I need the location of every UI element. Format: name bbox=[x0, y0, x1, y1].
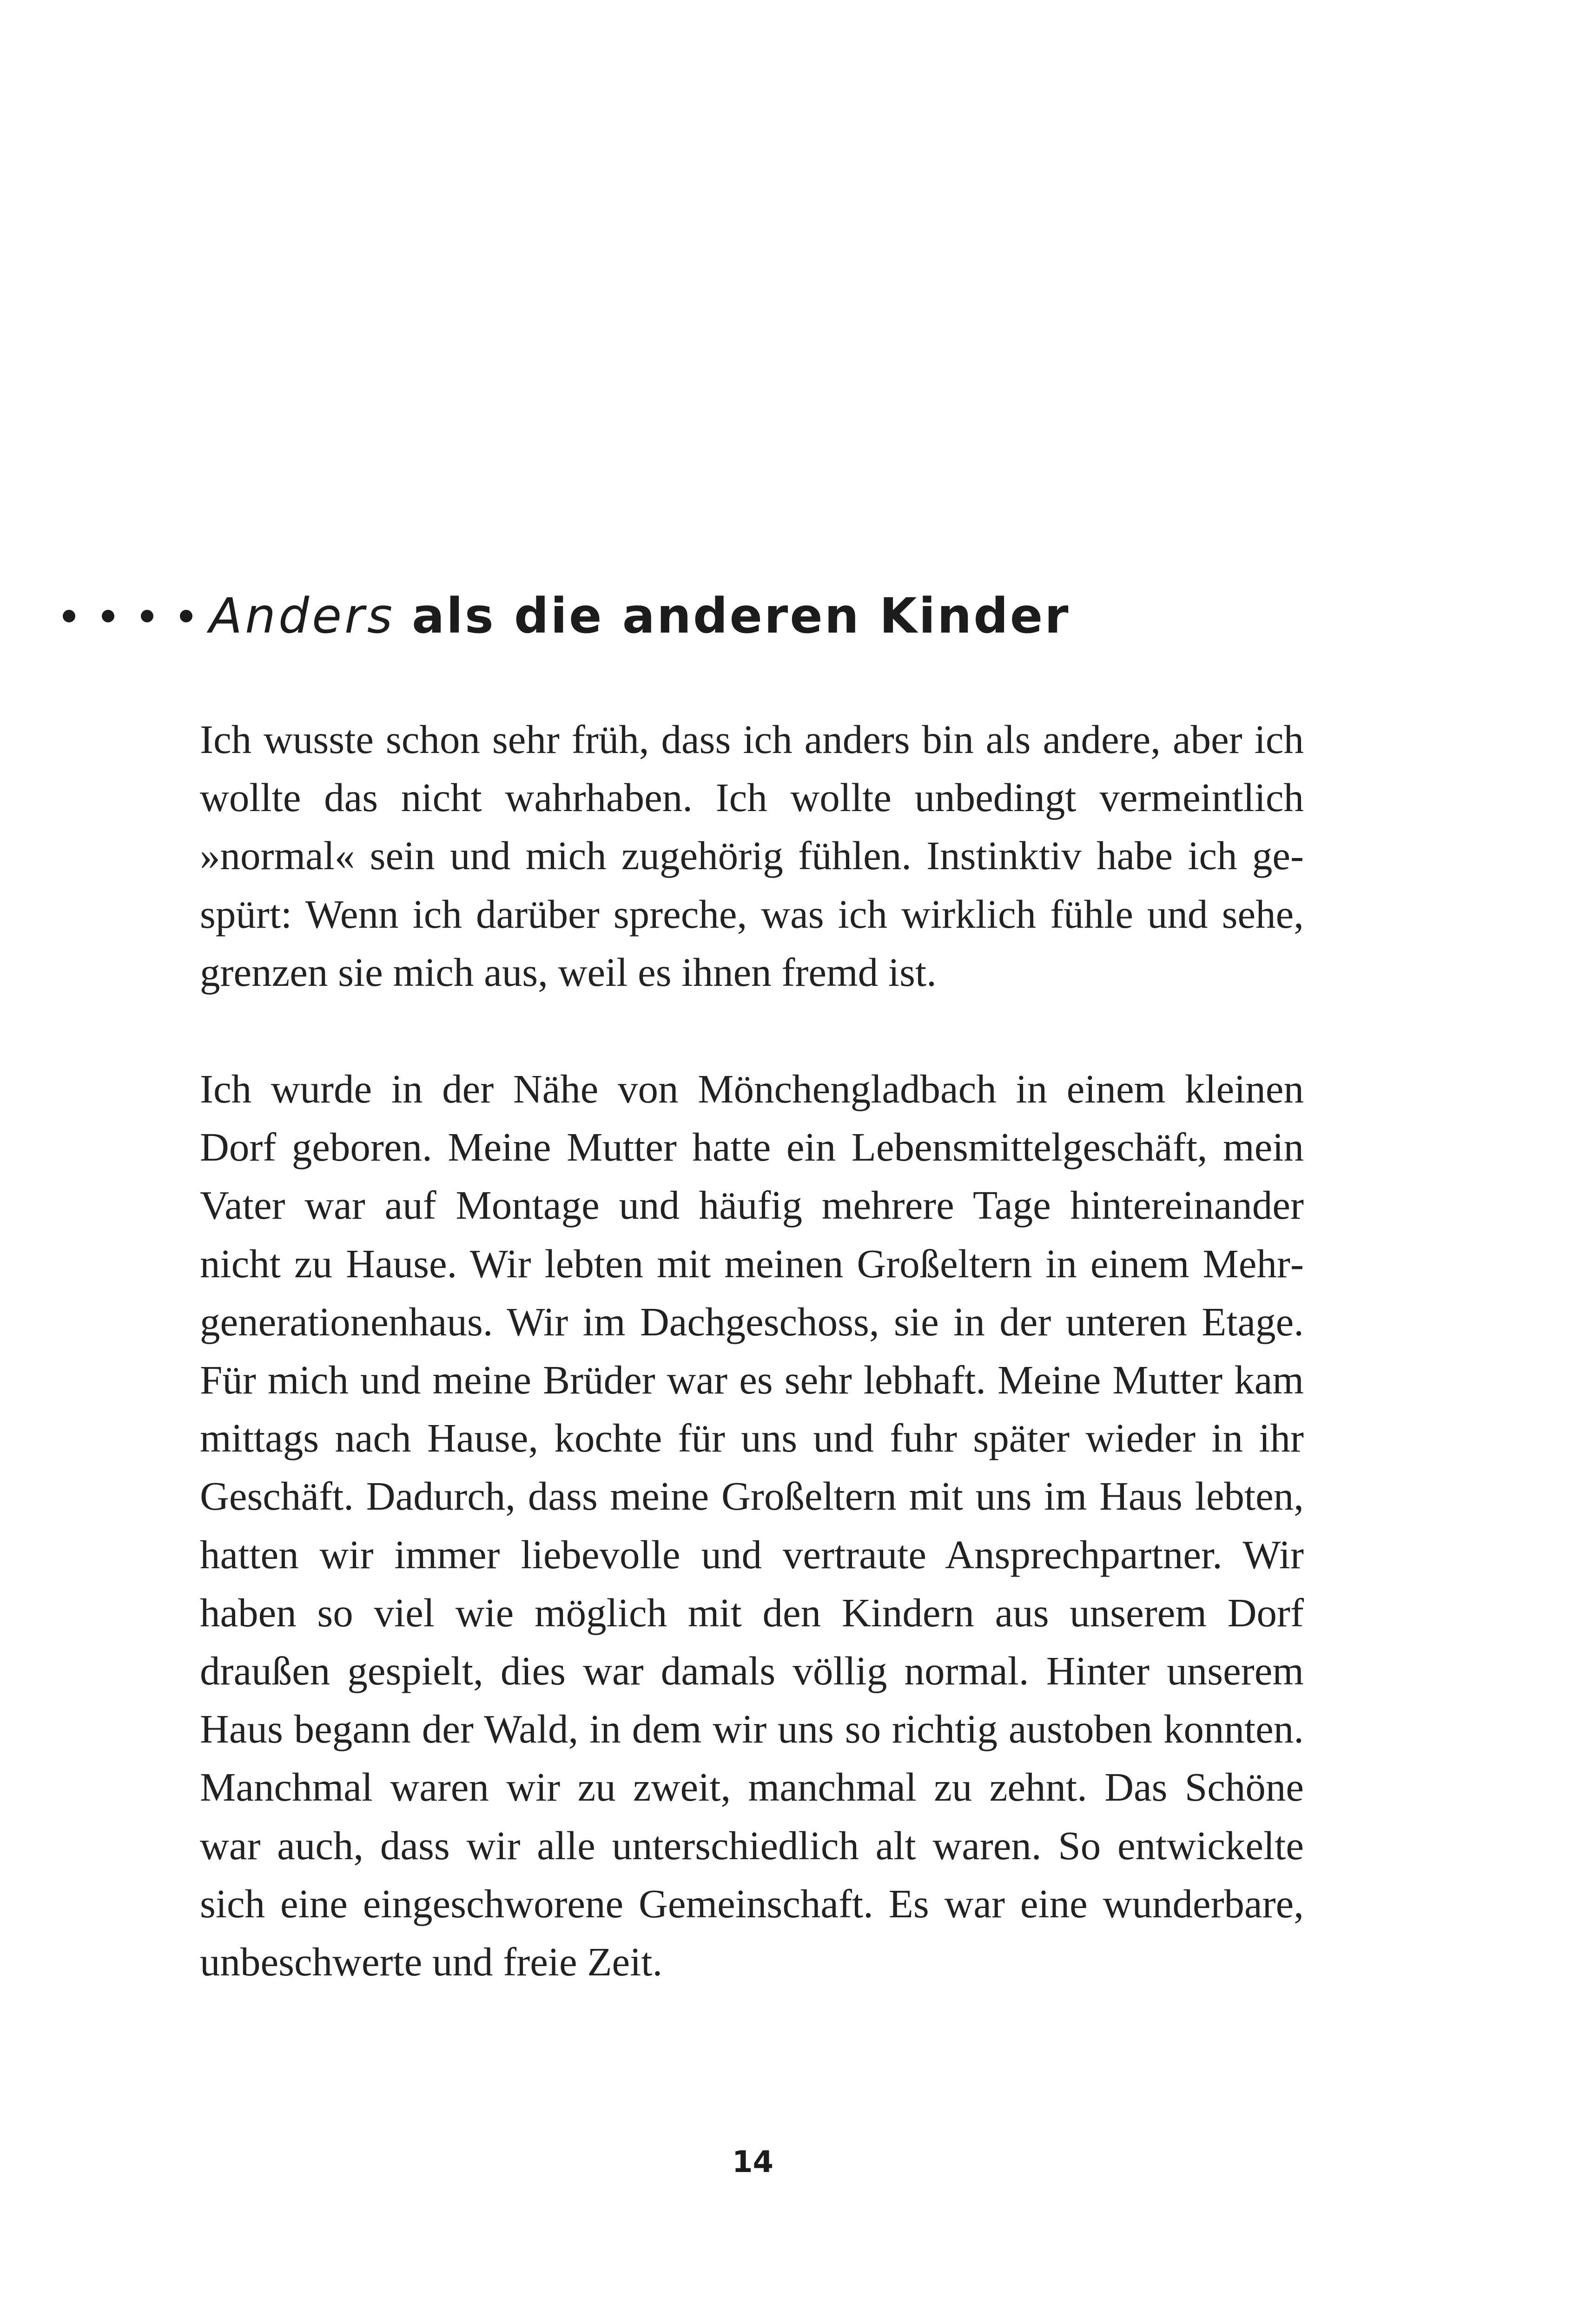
body-paragraph-1: Ich wusste schon sehr früh, dass ich anders bin als andere, aber ich wollte das nicht wahrhaben. Ich wollte unbedingt vermeintlich »normal« sein und mich zugehörig fühlen. Instinktiv habe ich gespürt: Wenn ich darüber spreche, was ich wirklich fühle und sehe, grenzen sie mich aus, weil es ihnen fremd ist. bbox=[200, 717, 1304, 995]
page-number: 14 bbox=[732, 2145, 774, 2179]
heading-bold-text: als die anderen Kinder bbox=[412, 588, 1070, 644]
bullet-dot bbox=[180, 610, 192, 622]
bullet-dot bbox=[63, 610, 75, 622]
section-heading bbox=[63, 579, 1070, 653]
body-paragraph-2: Ich wurde in der Nähe von Mönchengladbach in einem kleinen Dorf geboren. Meine Mutter hatte ein Lebensmittelgeschäft, mein Vater war auf Montage und häufig mehrere Tage hintereinander nicht zu Hause. Wir lebten mit meinen Großeltern in einem Mehrgenerationenhaus. Wir im Dachgeschoss, sie in der unteren Etage. Für mich und meine Brüder war es sehr lebhaft. Meine Mutter kam mittags nach Hause, kochte für uns und fuhr später wieder in ihr Geschäft. Dadurch, dass meine Großeltern mit uns im Haus lebten, hatten wir immer liebevolle und vertraute Ansprechpartner. Wir haben so viel wie möglich mit den Kindern aus unserem Dorf draußen gespielt, dies war damals völlig normal. Hinter unserem Haus begann der Wald, in dem wir uns so richtig austoben konnten. Manchmal waren wir zu zweit, manchmal zu zehnt. Das Schöne war auch, dass wir alle unterschiedlich alt waren. So entwickelte sich eine eingeschworene Gemeinschaft. Es war eine wunderbare, unbeschwerte und freie Zeit. bbox=[200, 1066, 1304, 1985]
bullet-dot bbox=[141, 610, 153, 622]
bullet-dot bbox=[102, 610, 114, 622]
heading-bullets bbox=[63, 610, 192, 622]
heading-italic-word: Anders bbox=[209, 588, 395, 644]
